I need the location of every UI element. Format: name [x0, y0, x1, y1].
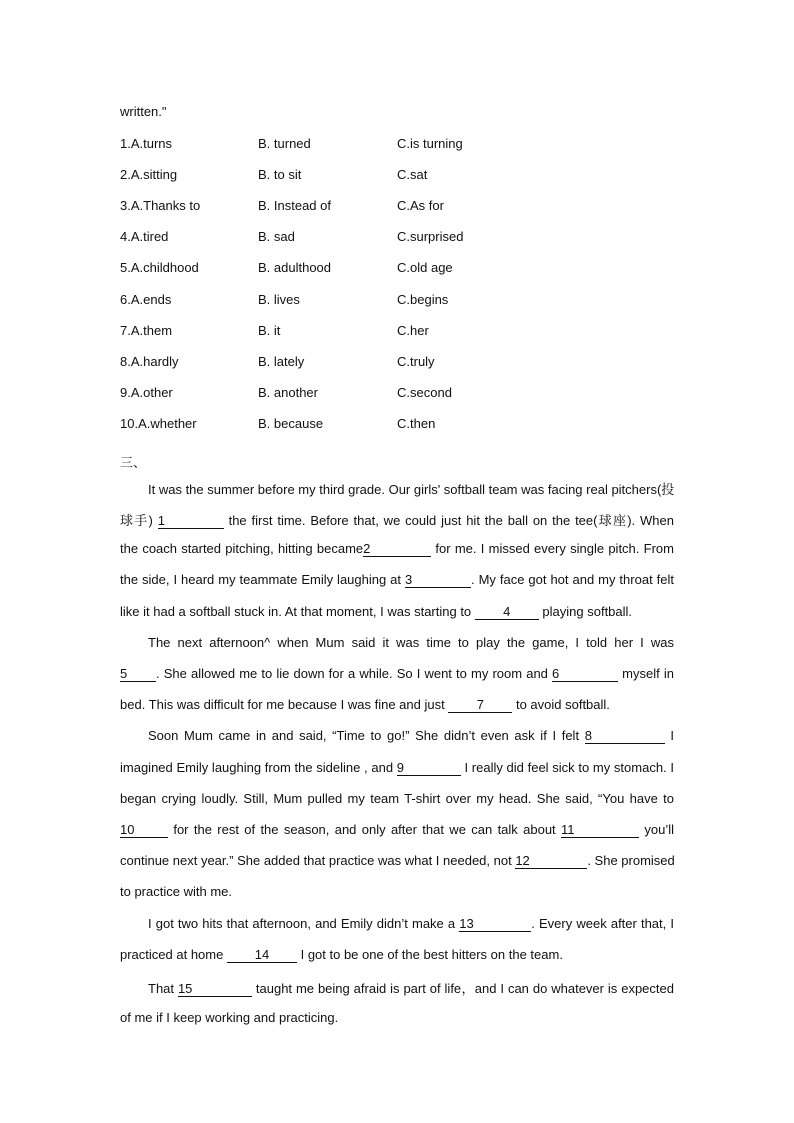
passage-line: of me if I keep working and practicing. [120, 1010, 339, 1025]
option-a[interactable]: 3.A.Thanks to [120, 198, 201, 213]
answer-blank[interactable]: 14 [227, 948, 297, 963]
option-a[interactable]: 6.A.ends [120, 292, 172, 307]
passage-line: the side, I heard my teammate Emily laughing at 3 . My face got hot and my throat felt [120, 572, 674, 587]
passage-line: I got two hits that afternoon, and Emily didn’t make a 13 . Every week after that, I [148, 916, 674, 931]
passage-line: like it had a softball stuck in. At that moment, I was starting to 4 playing softball. [120, 604, 633, 619]
option-b[interactable]: B. another [258, 385, 318, 400]
option-c[interactable]: C.As for [397, 198, 444, 213]
option-b[interactable]: B. adulthood [258, 260, 332, 275]
intro-tail: written." [120, 104, 167, 119]
option-a[interactable]: 7.A.them [120, 323, 173, 338]
passage-line: The next afternoon^ when Mum said it was time to play the game, I told her I was [148, 635, 674, 650]
passage-line: That 15 taught me being afraid is part of life，and I can do whatever is expected [148, 981, 674, 996]
answer-blank[interactable]: 10 [120, 823, 168, 838]
passage-line: bed. This was difficult for me because I was fine and just 7 to avoid softball. [120, 697, 610, 712]
option-c[interactable]: C.her [397, 323, 429, 338]
passage-line: It was the summer before my third grade. Our girls' softball team was facing real pitchers(投 [148, 482, 675, 497]
passage-line: imagined Emily laughing from the sideline , and 9 I really did feel sick to my stomach. I [120, 760, 674, 775]
passage-line: 5 . She allowed me to lie down for a while. So I went to my room and 6 myself in [120, 666, 674, 681]
passage-line: began crying loudly. Still, Mum pulled my team T-shirt over my head. She said, “You have to [120, 791, 674, 806]
option-b[interactable]: B. lives [258, 292, 300, 307]
option-a[interactable]: 9.A.other [120, 385, 173, 400]
passage-line: Soon Mum came in and said, “Time to go!” She didn’t even ask if I felt 8 I [148, 728, 674, 743]
answer-blank[interactable]: 2 [363, 542, 431, 557]
answer-blank[interactable]: 6 [552, 667, 618, 682]
option-c[interactable]: C.begins [397, 292, 449, 307]
option-a[interactable]: 1.A.turns [120, 136, 173, 151]
answer-blank[interactable]: 4 [475, 605, 539, 620]
option-a[interactable]: 5.A.childhood [120, 260, 199, 275]
passage-line: continue next year.” She added that practice was what I needed, not 12 . She promised [120, 853, 675, 868]
option-b[interactable]: B. it [258, 323, 281, 338]
answer-blank[interactable]: 9 [397, 761, 461, 776]
option-b[interactable]: B. to sit [258, 167, 302, 182]
option-a[interactable]: 8.A.hardly [120, 354, 179, 369]
passage-line: the coach started pitching, hitting became2 for me. I missed every single pitch. From [120, 541, 674, 556]
answer-blank[interactable]: 12 [515, 854, 587, 869]
option-c[interactable]: C.is turning [397, 136, 463, 151]
option-c[interactable]: C.sat [397, 167, 428, 182]
option-c[interactable]: C.truly [397, 354, 435, 369]
answer-blank[interactable]: 3 [405, 573, 471, 588]
answer-blank[interactable]: 13 [459, 917, 531, 932]
option-b[interactable]: B. lately [258, 354, 305, 369]
option-c[interactable]: C.then [397, 416, 436, 431]
option-b[interactable]: B. because [258, 416, 324, 431]
answer-blank[interactable]: 1 [158, 514, 224, 529]
answer-blank[interactable]: 11 [561, 823, 639, 838]
option-a[interactable]: 4.A.tired [120, 229, 169, 244]
option-c[interactable]: C.old age [397, 260, 453, 275]
option-a[interactable]: 2.A.sitting [120, 167, 178, 182]
section-heading: 三、 [120, 455, 147, 470]
option-b[interactable]: B. turned [258, 136, 311, 151]
option-c[interactable]: C.surprised [397, 229, 464, 244]
option-b[interactable]: B. sad [258, 229, 295, 244]
passage-line: practiced at home 14 I got to be one of the best hitters on the team. [120, 947, 563, 962]
option-b[interactable]: B. Instead of [258, 198, 331, 213]
passage-line: 球手) 1 the first time. Before that, we could just hit the ball on the tee(球座). When [120, 513, 674, 528]
answer-blank[interactable]: 15 [178, 982, 252, 997]
option-c[interactable]: C.second [397, 385, 452, 400]
answer-blank[interactable]: 7 [448, 698, 512, 713]
option-a[interactable]: 10.A.whether [120, 416, 197, 431]
answer-blank[interactable]: 5 [120, 667, 156, 682]
passage-line: 10 for the rest of the season, and only after that we can talk about 11 you’ll [120, 822, 674, 837]
answer-blank[interactable]: 8 [585, 729, 665, 744]
passage-line: to practice with me. [120, 884, 232, 899]
